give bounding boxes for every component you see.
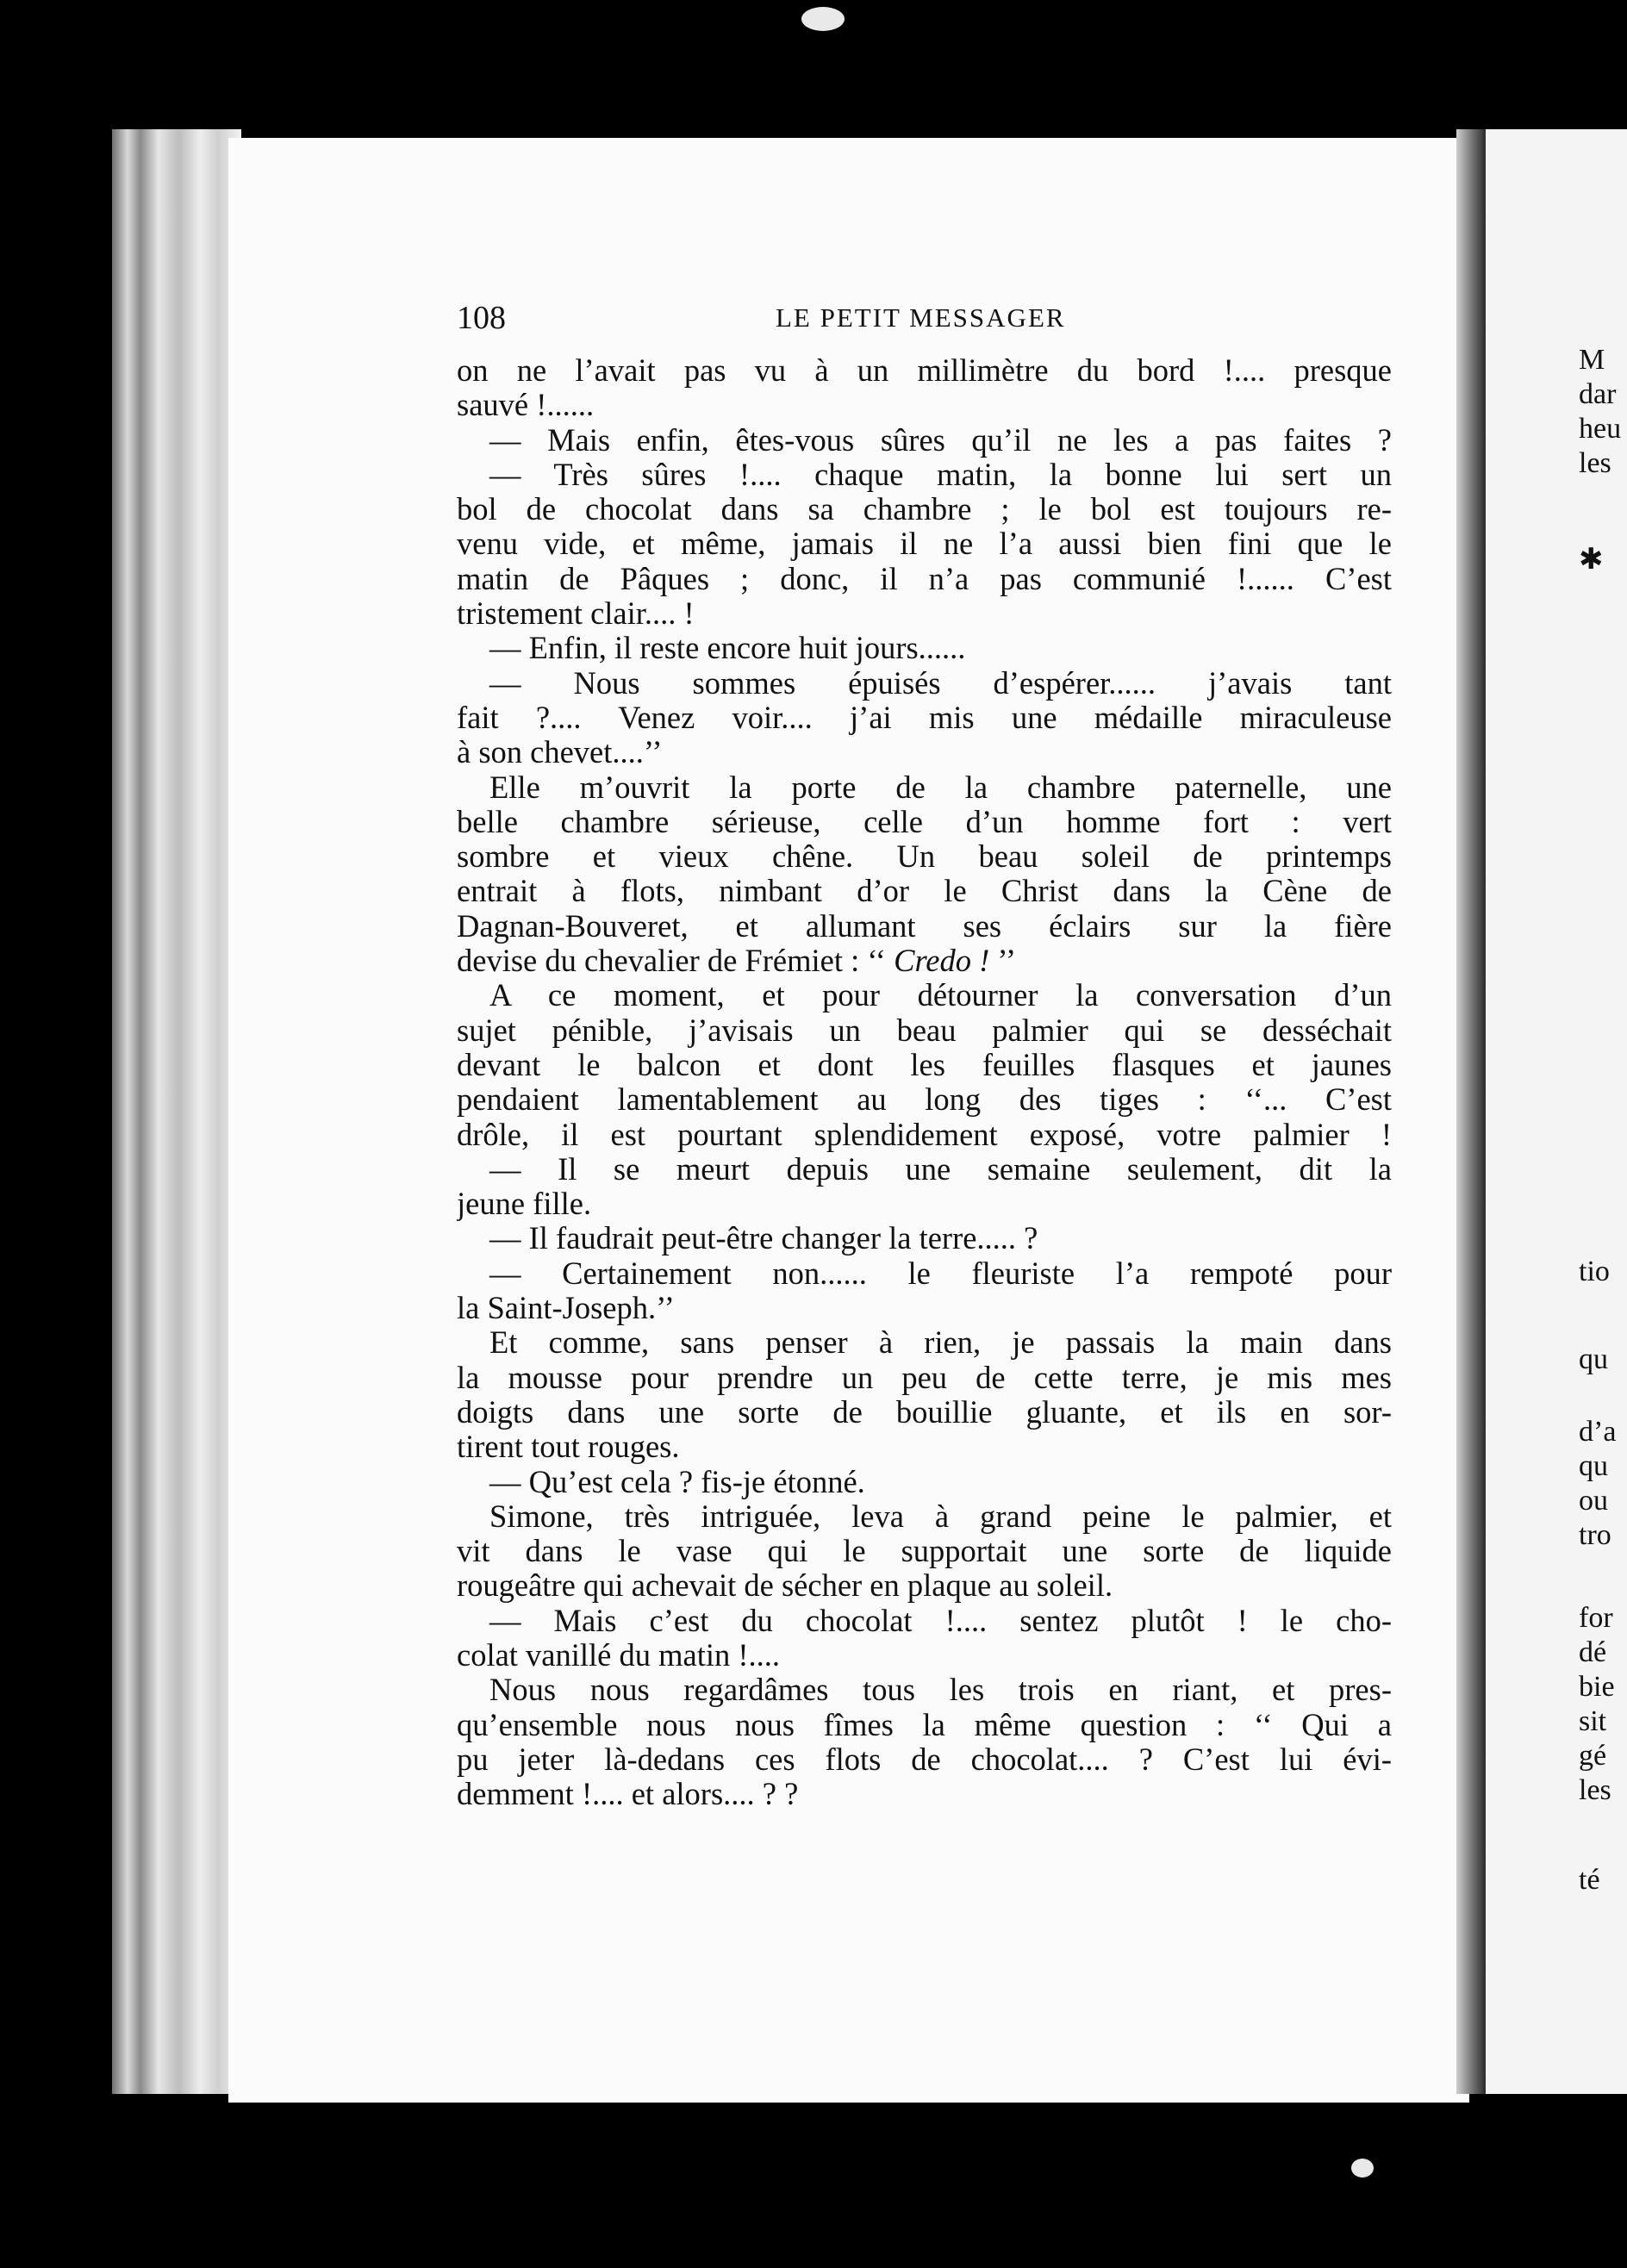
dust-speck: [1351, 2159, 1374, 2178]
text-line-content: la mousse pour prendre un peu de cette terre, je mis mes: [457, 1360, 1392, 1395]
text-line-content: — Qu’est cela ? fis-je étonné.: [489, 1464, 865, 1499]
text-line: [457, 1395, 1392, 1430]
right-page-fragment: qu: [1579, 1450, 1608, 1482]
text-line-content: sombre et vieux chêne. Un beau soleil de printemps: [457, 839, 1392, 875]
text-line: [457, 1742, 1392, 1777]
text-line: [457, 458, 1392, 492]
text-line-content: la Saint-Joseph.’’: [457, 1291, 675, 1326]
text-line-tail: ’’: [989, 944, 1017, 979]
text-line: [457, 1048, 1392, 1082]
text-line: [457, 701, 1392, 735]
page-header: [457, 299, 1387, 351]
text-line-content: entrait à flots, nimbant d’or le Christ dans la Cène de: [457, 874, 1392, 909]
text-line-content: Et comme, sans penser à rien, je passais la main dans: [489, 1325, 1392, 1361]
text-line-content: à son chevet....’’: [457, 735, 663, 770]
text-line-content: Simone, très intriguée, leva à grand peine le palmier, et: [489, 1498, 1392, 1534]
text-line: [457, 1465, 1392, 1499]
right-page-fragment: dé: [1579, 1636, 1607, 1668]
text-line: [457, 1152, 1392, 1187]
text-line-content: — Certainement non...... le fleuriste l’a rempoté pour: [489, 1256, 1392, 1291]
text-line-content: — Enfin, il reste encore huit jours......: [489, 631, 966, 666]
text-line-content: — Très sûres !.... chaque matin, la bonne lui sert un: [489, 457, 1392, 492]
text-line: [457, 1777, 1392, 1811]
text-line: [457, 1673, 1392, 1707]
right-page-fragment: les: [1579, 1774, 1611, 1806]
text-line-content: fait ?.... Venez voir.... j’ai mis une médaille miraculeuse: [457, 700, 1392, 735]
right-page-fragment: les: [1579, 447, 1611, 479]
text-line-content: sauvé !......: [457, 388, 595, 423]
text-line: [457, 562, 1392, 596]
text-line-content: pu jeter là-dedans ces flots de chocolat.... ? C’est lui évi-: [457, 1742, 1392, 1777]
text-line: [457, 735, 1392, 770]
page-number: 108: [457, 300, 506, 336]
book-gutter: [1456, 129, 1486, 2094]
right-page-fragment: heu: [1579, 413, 1622, 445]
text-line-content: A ce moment, et pour détourner la conversation d’un: [489, 978, 1392, 1013]
text-line-content: pendaient lamentablement au long des tiges : ‘‘... C’est: [457, 1082, 1392, 1118]
text-line-content: qu’ensemble nous nous fîmes la même question : ‘‘ Qui a: [457, 1707, 1392, 1742]
text-line-content: Dagnan-Bouveret, et allumant ses éclairs sur la fière: [457, 908, 1392, 944]
text-line-content: — Mais c’est du chocolat !.... sentez plutôt ! le cho-: [489, 1603, 1392, 1638]
text-line-content: matin de Pâques ; donc, il n’a pas communié !...... C’est: [457, 561, 1392, 596]
right-page-fragment: gé: [1579, 1740, 1607, 1772]
text-line: [457, 1325, 1392, 1360]
italic-text: Credo !: [894, 944, 990, 979]
text-line: [457, 805, 1392, 839]
text-line-content: rougeâtre qui achevait de sécher en plaque au soleil.: [457, 1568, 1113, 1604]
right-page-fragment: dar: [1579, 378, 1617, 410]
text-line: [457, 1013, 1392, 1048]
right-page-fragment: qu: [1579, 1343, 1608, 1375]
text-line-content: doigts dans une sorte de bouillie gluante, et ils en sor-: [457, 1394, 1392, 1430]
text-line: [457, 423, 1392, 458]
dust-speck: [801, 7, 845, 31]
text-line: [457, 1638, 1392, 1673]
text-line: [457, 1499, 1392, 1534]
book-page-edges: [112, 129, 241, 2094]
right-page-fragment: té: [1579, 1864, 1600, 1896]
text-line: [457, 909, 1392, 944]
text-line: [457, 1118, 1392, 1152]
text-line-content: devant le balcon et dont les feuilles flasques et jaunes: [457, 1047, 1392, 1082]
right-page-fragment: M: [1579, 344, 1605, 376]
text-line: [457, 631, 1392, 665]
text-line: [457, 874, 1392, 908]
text-line: [457, 1361, 1392, 1395]
right-page-fragment: bie: [1579, 1671, 1615, 1703]
text-line: [457, 1082, 1392, 1117]
text-line-content: Elle m’ouvrit la porte de la chambre paternelle, une: [489, 770, 1392, 805]
running-title: LE PETIT MESSAGER: [776, 302, 1066, 333]
text-line: [457, 388, 1392, 422]
text-line: [457, 944, 1392, 978]
text-line-content: — Il faudrait peut-être changer la terre..... ?: [489, 1221, 1038, 1256]
text-line: [457, 1291, 1392, 1325]
text-line-content: bol de chocolat dans sa chambre ; le bol est toujours re-: [457, 492, 1392, 527]
text-line-content: devise du chevalier de Frémiet : ‘‘: [457, 944, 895, 979]
right-page-fragment: ou: [1579, 1485, 1608, 1517]
text-line-content: jeune fille.: [457, 1187, 592, 1222]
text-line: [457, 1430, 1392, 1464]
text-line-content: — Mais enfin, êtes-vous sûres qu’il ne les a pas faites ?: [489, 422, 1392, 458]
text-line: [457, 1534, 1392, 1568]
text-line-content: tirent tout rouges.: [457, 1430, 680, 1465]
text-line: [457, 1221, 1392, 1256]
right-page-fragment: tro: [1579, 1519, 1611, 1551]
right-page-fragment: for: [1579, 1602, 1613, 1634]
text-line-content: — Nous sommes épuisés d’espérer...... j’avais tant: [489, 665, 1392, 701]
text-line-content: drôle, il est pourtant splendidement exposé, votre palmier !: [457, 1117, 1392, 1152]
text-line: [457, 770, 1392, 805]
text-line-content: belle chambre sérieuse, celle d’un homme fort : vert: [457, 804, 1392, 839]
text-line-content: tristement clair.... !: [457, 596, 695, 632]
right-page-fragment: sit: [1579, 1705, 1607, 1737]
text-line: [457, 526, 1392, 561]
text-line: [457, 353, 1392, 388]
text-line: [457, 839, 1392, 874]
right-page-fragment: ✱: [1579, 544, 1604, 576]
text-line-content: — Il se meurt depuis une semaine seulement, dit la: [489, 1151, 1392, 1187]
text-line: [457, 1708, 1392, 1742]
text-line-content: sujet pénible, j’avisais un beau palmier qui se desséchait: [457, 1012, 1392, 1048]
text-line: [457, 1187, 1392, 1221]
text-line: [457, 666, 1392, 701]
body-text: [457, 353, 1392, 1811]
text-line: [457, 596, 1392, 631]
text-line-content: demment !.... et alors.... ? ?: [457, 1777, 799, 1812]
text-line: [457, 1256, 1392, 1291]
right-page-fragment: d’a: [1579, 1416, 1617, 1448]
text-line-content: colat vanillé du matin !....: [457, 1637, 781, 1673]
text-line-content: Nous nous regardâmes tous les trois en riant, et pres-: [489, 1673, 1392, 1708]
text-line: [457, 1568, 1392, 1603]
text-line-content: venu vide, et même, jamais il ne l’a aussi bien fini que le: [457, 526, 1392, 562]
text-line-content: on ne l’avait pas vu à un millimètre du bord !.... presque: [457, 353, 1392, 388]
text-line-content: vit dans le vase qui le supportait une sorte de liquide: [457, 1534, 1392, 1569]
text-line: [457, 492, 1392, 526]
text-line: [457, 978, 1392, 1012]
text-line: [457, 1604, 1392, 1638]
right-page-fragment: tio: [1579, 1256, 1610, 1287]
